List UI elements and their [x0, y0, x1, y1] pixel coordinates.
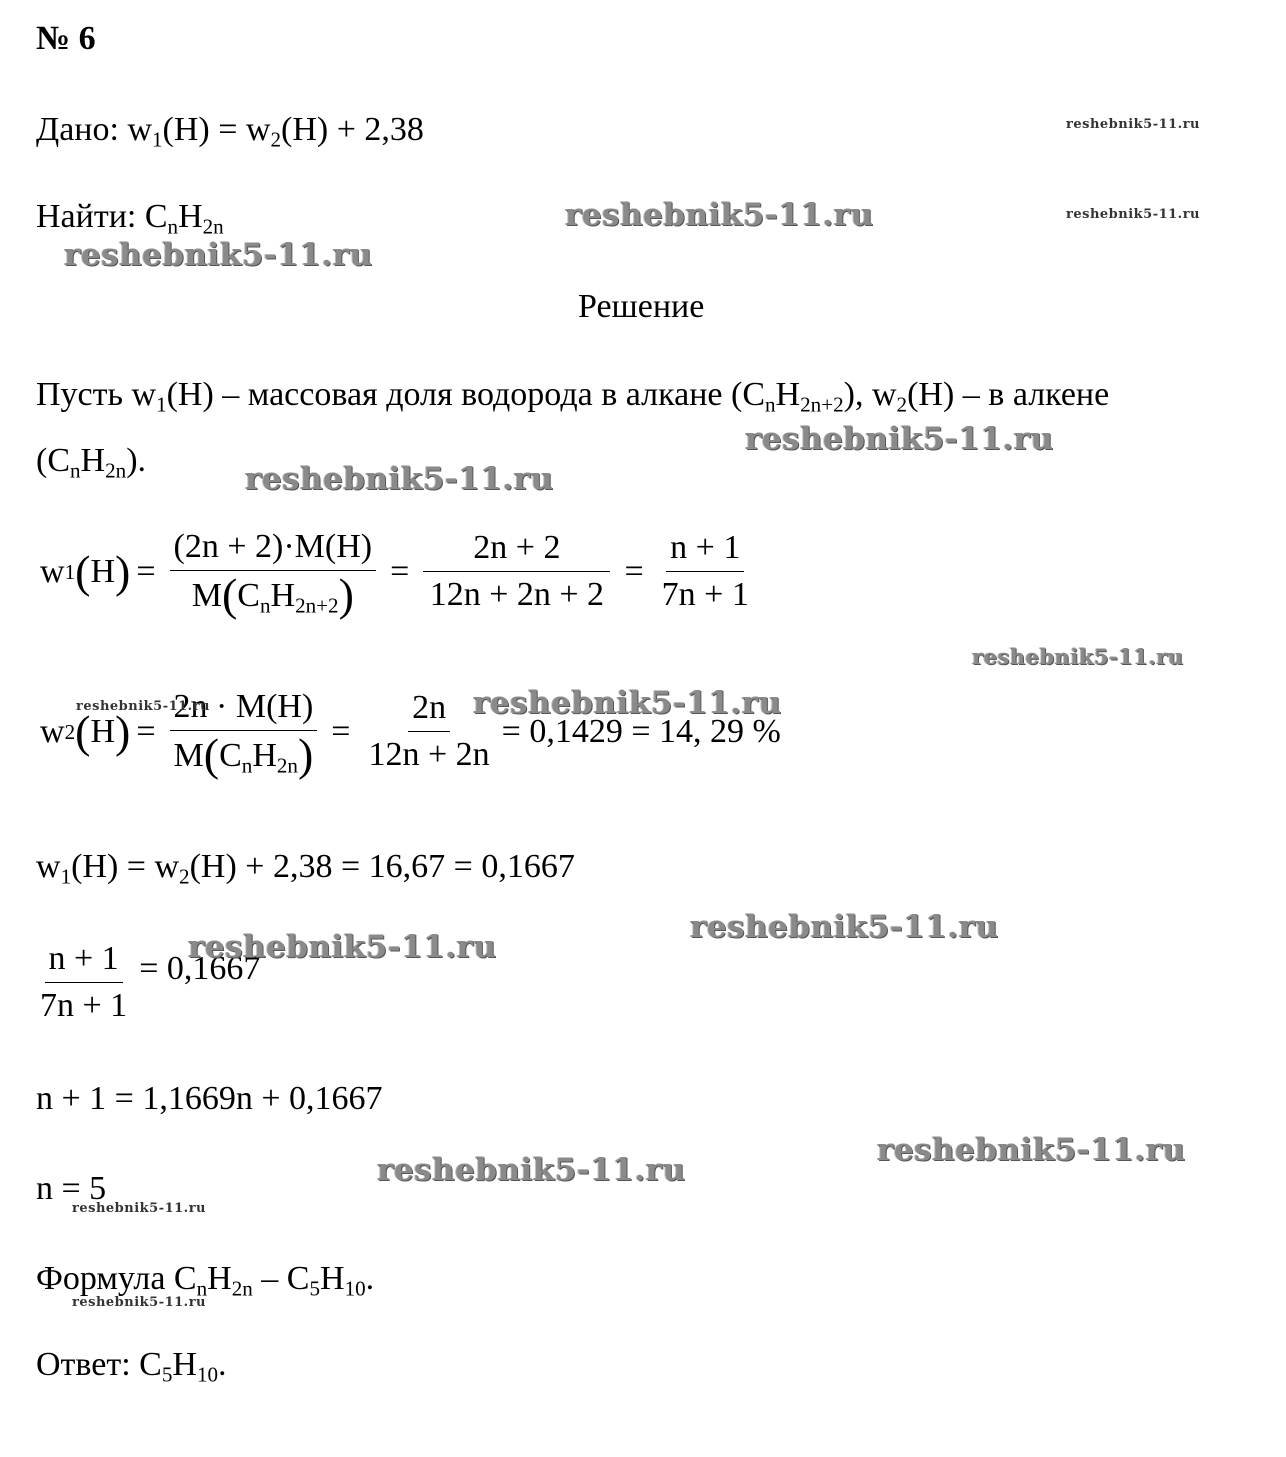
equals: =	[136, 552, 156, 590]
h-symbol: H	[90, 552, 115, 590]
equals: =	[209, 111, 246, 148]
sub-n: n	[241, 753, 253, 778]
sub-n: n	[765, 392, 776, 417]
watermark: reshebnik5-11.ru	[690, 909, 999, 945]
equation-w1-value	[36, 848, 575, 889]
sub-2n2: 2n+2	[800, 392, 844, 417]
eq-text: (H) = w	[71, 848, 180, 885]
watermark: reshebnik5-11.ru	[76, 699, 211, 714]
numerator: (2n + 2)·M(H)	[170, 530, 377, 571]
equals: =	[331, 712, 351, 750]
h-symbol: H	[252, 737, 277, 774]
equation-w2: w 2 ( H ) = $\frac{2n \cdot M(H)}{M(C_nH_{2n})}$ = $\frac{2n}{12n + 2n}$ = 0,1429 = 14, 29 %	[40, 688, 781, 780]
numerator: 2n · M(H)	[170, 690, 318, 731]
sub-1: 1	[60, 864, 72, 889]
fraction-3	[658, 531, 753, 612]
watermark: reshebnik5-11.ru	[377, 1152, 686, 1188]
rhs: = 0,1667	[139, 949, 261, 987]
w-symbol: w	[127, 111, 152, 148]
intro-text: (C	[36, 442, 70, 479]
fraction	[36, 942, 131, 1023]
result: = 0,1429 = 14, 29 %	[501, 712, 781, 750]
sub-n: n	[259, 593, 271, 618]
intro-line-2	[36, 442, 147, 483]
paren: (	[75, 545, 91, 597]
intro-text: (H) – массовая доля водорода в алкане (C	[166, 376, 765, 413]
answer-line	[36, 1346, 227, 1387]
h-symbol: (H)	[281, 111, 329, 148]
sub-2n2: 2n+2	[295, 593, 339, 618]
equals: =	[390, 552, 410, 590]
intro-line-1	[36, 376, 1110, 417]
numerator: 2n	[408, 691, 450, 732]
sub-2: 2	[270, 127, 282, 152]
m-symbol: M	[173, 737, 204, 774]
c-symbol: C	[219, 737, 242, 774]
h-symbol: H	[775, 376, 801, 413]
formula-line	[36, 1260, 375, 1301]
sub-2n: 2n	[276, 753, 298, 778]
c-symbol: C	[144, 198, 168, 235]
watermark: reshebnik5-11.ru	[1066, 207, 1201, 222]
equation-linear: n + 1 = 1,1669n + 0,1667	[36, 1080, 383, 1117]
w-symbol: w	[36, 848, 61, 885]
numerator: n + 1	[45, 942, 123, 983]
formula-label: Формула C	[36, 1260, 197, 1297]
watermark: reshebnik5-11.ru	[565, 197, 874, 233]
answer-label: Ответ: C	[36, 1346, 162, 1383]
h-symbol: H	[172, 1346, 197, 1383]
intro-text: (H) – в алкене	[907, 376, 1110, 413]
intro-text: ).	[126, 442, 147, 479]
sub-2n: 2n	[202, 214, 224, 239]
h-symbol: H	[90, 712, 115, 750]
intro-text: Пусть w	[36, 376, 157, 413]
c-symbol: C	[237, 577, 260, 614]
equals: =	[136, 712, 156, 750]
sub-10: 10	[344, 1276, 366, 1301]
sub-2n: 2n	[105, 458, 127, 483]
equals: =	[624, 552, 644, 590]
fraction-2	[423, 531, 610, 612]
h-symbol: H	[270, 577, 296, 614]
paren: )	[115, 545, 131, 597]
paren: )	[338, 569, 354, 620]
denominator: 7n + 1	[661, 576, 749, 614]
denominator: 12n + 2n	[368, 736, 490, 774]
solution-heading: Решение	[578, 288, 705, 325]
numerator: n + 1	[666, 531, 744, 572]
sub-n: n	[70, 458, 81, 483]
watermark: reshebnik5-11.ru	[877, 1132, 1186, 1168]
m-symbol: M	[191, 577, 222, 614]
denominator: 7n + 1	[40, 987, 128, 1024]
eq-text: (H) + 2,38 = 16,67 = 0,1667	[189, 848, 575, 885]
sub-1: 1	[152, 127, 163, 152]
watermark: reshebnik5-11.ru	[72, 1295, 207, 1310]
sub-5: 5	[309, 1276, 321, 1301]
formula-text: .	[365, 1260, 375, 1297]
denominator	[188, 569, 358, 620]
watermark: reshebnik5-11.ru	[64, 237, 373, 273]
sub-2: 2	[179, 864, 190, 889]
h-symbol: H	[320, 1260, 345, 1297]
w-symbol: w	[40, 552, 65, 590]
w-symbol: w	[40, 712, 65, 750]
fraction-1	[170, 528, 377, 620]
h-symbol: H	[207, 1260, 232, 1297]
w-symbol: w	[245, 111, 271, 148]
equation-w1: w 1 ( H ) = $\frac{(2n + 2)\cdot M(H)}{M(C_nH_{2n+2})}$ = $\frac{2n + 2}{12n + 2n + 2}$ = $\frac{n + 1}{7n + 1}$	[40, 530, 761, 614]
equation-n: n = 5	[36, 1170, 107, 1207]
intro-text: ), w	[843, 376, 897, 413]
watermark: reshebnik5-11.ru	[188, 929, 497, 965]
task-number: № 6	[36, 20, 96, 57]
sub-1: 1	[156, 392, 167, 417]
watermark: reshebnik5-11.ru	[745, 421, 1054, 457]
denominator	[170, 729, 318, 780]
watermark: reshebnik5-11.ru	[1066, 117, 1201, 132]
sub-10: 10	[196, 1362, 219, 1387]
h-symbol: (H)	[162, 111, 210, 148]
watermark: reshebnik5-11.ru	[245, 461, 554, 497]
paren: )	[297, 729, 314, 780]
find-label: Найти:	[36, 198, 137, 235]
h-symbol: H	[80, 442, 106, 479]
paren: )	[115, 705, 131, 757]
paren: (	[75, 705, 91, 757]
watermark: reshebnik5-11.ru	[972, 644, 1184, 669]
answer-text: .	[218, 1346, 227, 1383]
denominator: 12n + 2n + 2	[429, 576, 605, 614]
sub-n: n	[167, 214, 179, 239]
watermark: reshebnik5-11.ru	[473, 685, 782, 721]
paren: (	[221, 569, 238, 620]
watermark: reshebnik5-11.ru	[72, 1201, 207, 1216]
sub-2: 2	[896, 392, 908, 417]
paren: (	[203, 729, 220, 780]
h-symbol: H	[178, 198, 203, 235]
given-label: Дано:	[36, 111, 119, 148]
find-line	[36, 198, 224, 239]
formula-text: – C	[252, 1260, 310, 1297]
sub-2n: 2n	[231, 1276, 253, 1301]
given-line	[36, 111, 424, 152]
sub-5: 5	[161, 1362, 173, 1387]
given-value: + 2,38	[328, 111, 424, 148]
numerator: 2n + 2	[423, 531, 610, 572]
sub-n: n	[196, 1276, 208, 1301]
